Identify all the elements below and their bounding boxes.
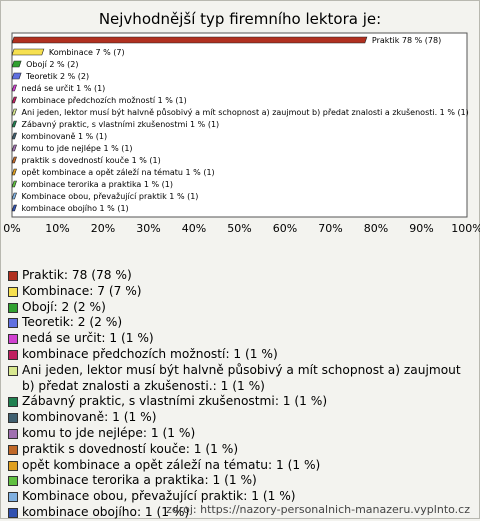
legend-item-5 [8, 347, 474, 363]
legend-label-6: Ani jeden, lektor musí být halvně působivý a mít schopnost a) zaujmout b) předat znalosti a zkušenosti.: 1 (1 %) [22, 363, 474, 395]
legend-item-1 [8, 284, 474, 300]
x-tick-label-9: 90% [409, 222, 433, 235]
legend-swatch-7 [8, 397, 18, 407]
x-tick-label-5: 50% [227, 222, 251, 235]
legend-item-3 [8, 315, 474, 331]
legend-label-11: opět kombinace a opět záleží na tématu: 1 (1 %) [22, 458, 320, 474]
legend-label-0: Praktik: 78 (78 %) [22, 268, 132, 284]
x-tick-label-3: 30% [136, 222, 160, 235]
bar-label-6: Ani jeden, lektor musí být halvně působivý a mít schopnost a) zaujmout b) předat znalosti a zkušenosti. 1 % (1) [22, 107, 469, 117]
bar-label-0: Praktik 78 % (78) [372, 36, 441, 45]
legend-label-12: kombinace terorika a praktika: 1 (1 %) [22, 473, 257, 489]
legend-label-2: Obojí: 2 (2 %) [22, 300, 106, 316]
bar-label-5: kombinace předchozích možností 1 % (1) [22, 96, 187, 105]
legend-swatch-1 [8, 287, 18, 297]
bar-label-8: kombinovaně 1 % (1) [22, 132, 108, 141]
bar-label-12: kombinace terorika a praktika 1 % (1) [22, 180, 173, 189]
x-tick-label-2: 20% [91, 222, 115, 235]
legend-item-7 [8, 394, 474, 410]
bar-label-2: Obojí 2 % (2) [26, 60, 78, 69]
legend-label-3: Teoretik: 2 (2 %) [22, 315, 122, 331]
x-tick-label-7: 70% [318, 222, 342, 235]
legend-item-10 [8, 442, 474, 458]
x-tick-label-8: 80% [364, 222, 388, 235]
bar-label-4: nedá se určit 1 % (1) [22, 83, 106, 93]
legend-label-9: komu to jde nejlépe: 1 (1 %) [22, 426, 195, 442]
x-tick-label-6: 60% [273, 222, 297, 235]
legend-label-8: kombinovaně: 1 (1 %) [22, 410, 157, 426]
source-credit: zdroj: https://nazory-personalnich-manazeru.vyplnto.cz [166, 503, 470, 516]
legend-label-5: kombinace předchozích možností: 1 (1 %) [22, 347, 278, 363]
bar-label-13: Kombinace obou, převažující praktik 1 % (1) [22, 192, 199, 201]
legend-label-14: kombinace obojího: 1 (1 %) [22, 505, 189, 521]
bar-0 [12, 37, 367, 43]
legend-item-6 [8, 363, 474, 395]
bar-label-14: kombinace obojího 1 % (1) [22, 204, 129, 213]
chart-legend [8, 268, 474, 521]
legend-swatch-6 [8, 366, 18, 376]
legend-item-0 [8, 268, 474, 284]
legend-label-4: nedá se určit: 1 (1 %) [22, 331, 154, 347]
legend-label-13: Kombinace obou, převažující praktik: 1 (1 %) [22, 489, 296, 505]
legend-item-12 [8, 473, 474, 489]
legend-item-2 [8, 300, 474, 316]
bar-label-9: komu to jde nejlépe 1 % (1) [22, 143, 133, 153]
x-tick-label-10: 100% [451, 222, 480, 235]
legend-swatch-8 [8, 413, 18, 423]
legend-item-11 [8, 458, 474, 474]
x-tick-label-0: 0% [3, 222, 20, 235]
legend-label-10: praktik s dovedností kouče: 1 (1 %) [22, 442, 238, 458]
legend-label-1: Kombinace: 7 (7 %) [22, 284, 142, 300]
legend-swatch-14 [8, 508, 18, 518]
bar-1 [12, 49, 44, 55]
legend-swatch-11 [8, 461, 18, 471]
legend-item-9 [8, 426, 474, 442]
legend-swatch-10 [8, 445, 18, 455]
legend-swatch-4 [8, 334, 18, 344]
bar-label-11: opět kombinace a opět záleží na tématu 1 % (1) [22, 167, 215, 177]
chart-title: Nejvhodnější typ firemního lektora je: [0, 10, 480, 28]
legend-swatch-13 [8, 492, 18, 502]
bar-label-10: praktik s dovedností kouče 1 % (1) [22, 155, 161, 165]
legend-swatch-12 [8, 476, 18, 486]
bar-label-1: Kombinace 7 % (7) [49, 48, 125, 57]
legend-swatch-9 [8, 429, 18, 439]
legend-swatch-5 [8, 350, 18, 360]
legend-swatch-2 [8, 303, 18, 313]
legend-item-8 [8, 410, 474, 426]
legend-swatch-0 [8, 271, 18, 281]
legend-item-4 [8, 331, 474, 347]
bar-label-7: Zábavný praktic, s vlastními zkušenostmi 1 % (1) [22, 119, 220, 129]
x-tick-label-4: 40% [182, 222, 206, 235]
x-tick-label-1: 10% [45, 222, 69, 235]
bar-label-3: Teoretik 2 % (2) [25, 72, 89, 81]
legend-label-7: Zábavný praktic, s vlastními zkušenostmi: 1 (1 %) [22, 394, 327, 410]
legend-swatch-3 [8, 318, 18, 328]
